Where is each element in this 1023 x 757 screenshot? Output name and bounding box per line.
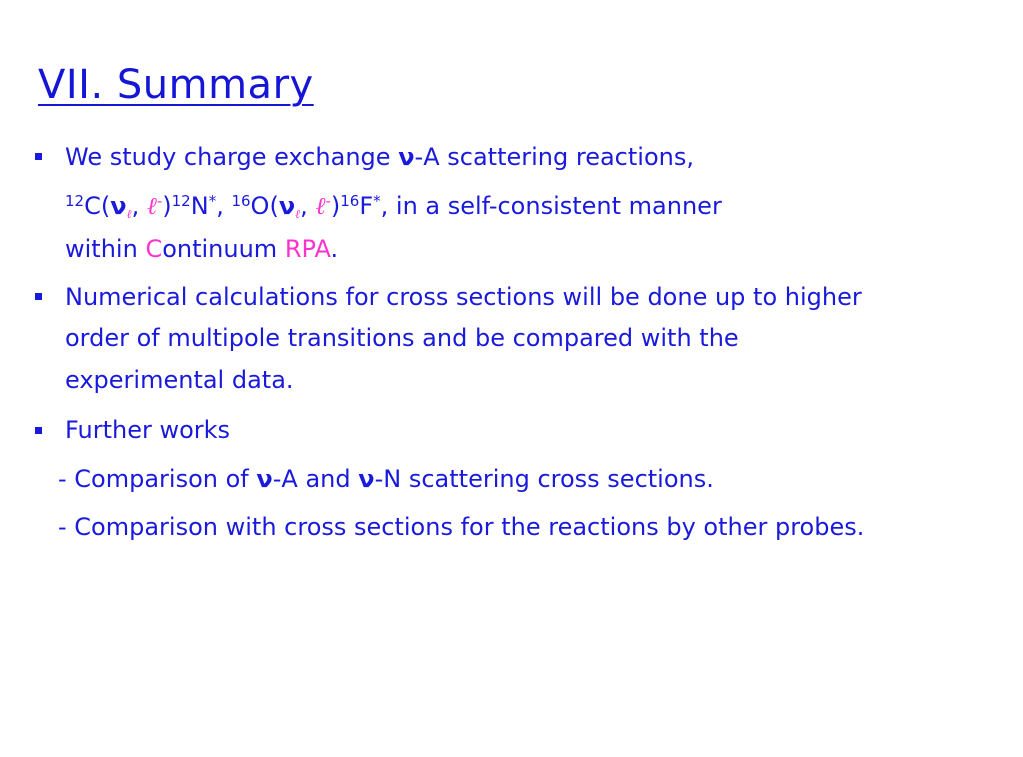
- bullet-3-line-1: Further works: [65, 416, 231, 444]
- bullet-1-line-2-reactions: $^{12}C(\nu_\ell$, ℓ-)$^{12}$N*, $^{16}O(\nu_\ell$, ℓ-)$^{16}$F*, in a self-consistent manner: [65, 192, 722, 221]
- bullet-1-line-3: within Continuum RPA.: [65, 235, 339, 263]
- bullet-2-line-2: order of multipole transitions and be compared with the: [65, 324, 739, 352]
- bullet-marker: [35, 293, 42, 300]
- bullet-2-line-3: experimental data.: [65, 366, 294, 394]
- sub-item-2: - Comparison with cross sections for the reactions by other probes.: [58, 513, 865, 541]
- bullet-marker: [35, 427, 42, 434]
- bullet-marker: [35, 153, 42, 160]
- bullet-2-line-1: Numerical calculations for cross sections will be done up to higher: [65, 283, 862, 311]
- sub-item-1: - Comparison of ν-A and ν-N scattering cross sections.: [58, 465, 714, 493]
- bullet-1-line-1: We study charge exchange ν-A scattering reactions,: [65, 143, 694, 171]
- nu-symbol: ν: [398, 143, 415, 171]
- slide-title: VII. Summary: [38, 62, 314, 108]
